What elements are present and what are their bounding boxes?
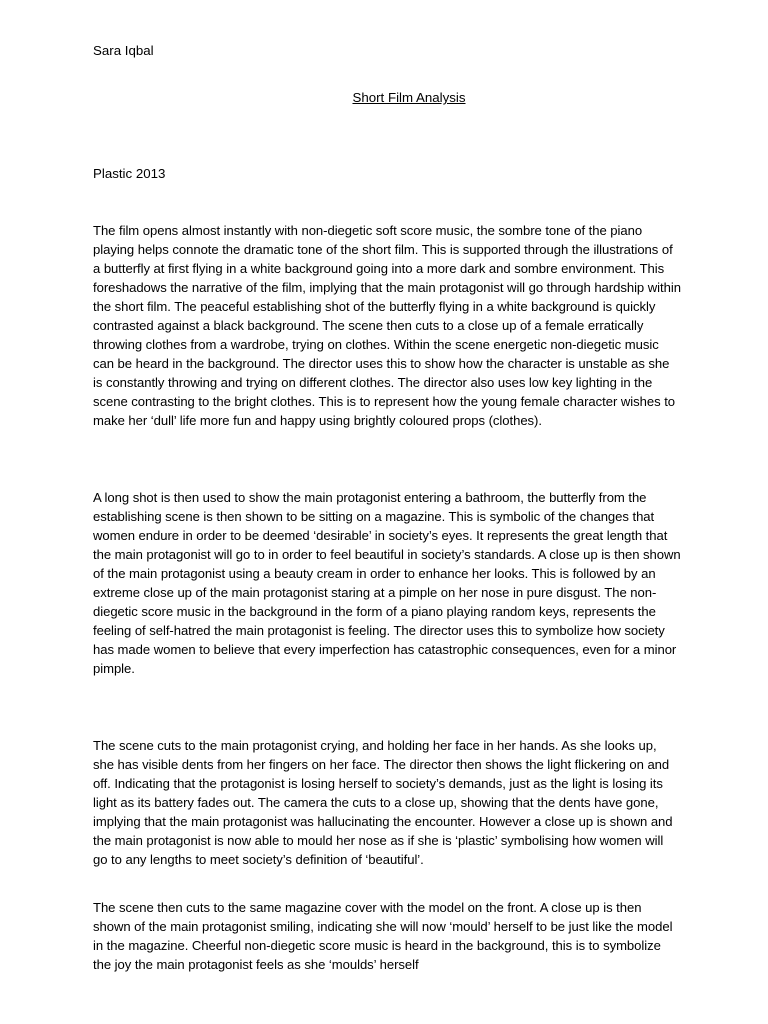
paragraph-crying: The scene cuts to the main protagonist crying, and holding her face in her hands. As she looks up, she has visible dents from her fingers on her face. The director then shows the light flickering on and off. Indicating that the protagonist is losing herself to society’s demands, just as the light is losing its light as its battery fades out. The camera the cuts to a close up, showing that the dents have gone, implying that the main protagonist was hallucinating the encounter. However a close up is shown and the main protagonist is now able to mould her nose as if she is ‘plastic’ symbolising how women will go to any lengths to meet society’s definition of ‘beautiful’. xyxy=(93,738,673,867)
film-heading: Plastic 2013 xyxy=(93,166,166,181)
paragraph-bathroom: A long shot is then used to show the main protagonist entering a bathroom, the butterfly from the establishing scene is then shown to be sitting on a magazine. This is symbolic of the changes that women endure in order to be deemed ‘desirable’ in society’s eyes. It represents the great length that the main protagonist will go to in order to feel beautiful in society’s standards. A close up is then shown of the main protagonist using a beauty cream in order to enhance her looks. This is followed by an extreme close up of the main protagonist staring at a pimple on her nose in pure disgust. The non-diegetic score music in the background in the form of a piano playing random keys, represents the feeling of self-hatred the main protagonist is feeling. The director uses this to symbolize how society has made women to believe that every imperfection has catastrophic consequences, even for a minor pimple. xyxy=(93,490,681,676)
paragraph-magazine: The scene then cuts to the same magazine cover with the model on the front. A close up is then shown of the main protagonist smiling, indicating she will now ‘mould’ herself to be just like the model in the magazine. Cheerful non-diegetic score music is heard in the background, this is to symbolize the joy the main protagonist feels as she ‘moulds’ herself xyxy=(93,900,673,972)
document-title: Short Film Analysis xyxy=(352,90,466,105)
paragraph-opening: The film opens almost instantly with non-diegetic soft score music, the sombre tone of the piano playing helps connote the dramatic tone of the short film. This is supported through the illustrations of a butterfly at first flying in a white background going into a more dark and sombre environment. This foreshadows the narrative of the film, implying that the main protagonist will go through hardship within the short film. The peaceful establishing shot of the butterfly flying in a white background is quickly contrasted against a black background. The scene then cuts to a close up of a female erratically throwing clothes from a wardrobe, trying on clothes. Within the scene energetic non-diegetic music can be heard in the background. The director uses this to show how the character is unstable as she is constantly throwing and trying on different clothes. The director also uses low key lighting in the scene contrasting to the bright clothes. This is to represent how the young female character wishes to make her ‘dull’ life more fun and happy using brightly coloured props (clothes). xyxy=(93,223,681,428)
author-name: Sara Iqbal xyxy=(93,43,154,58)
